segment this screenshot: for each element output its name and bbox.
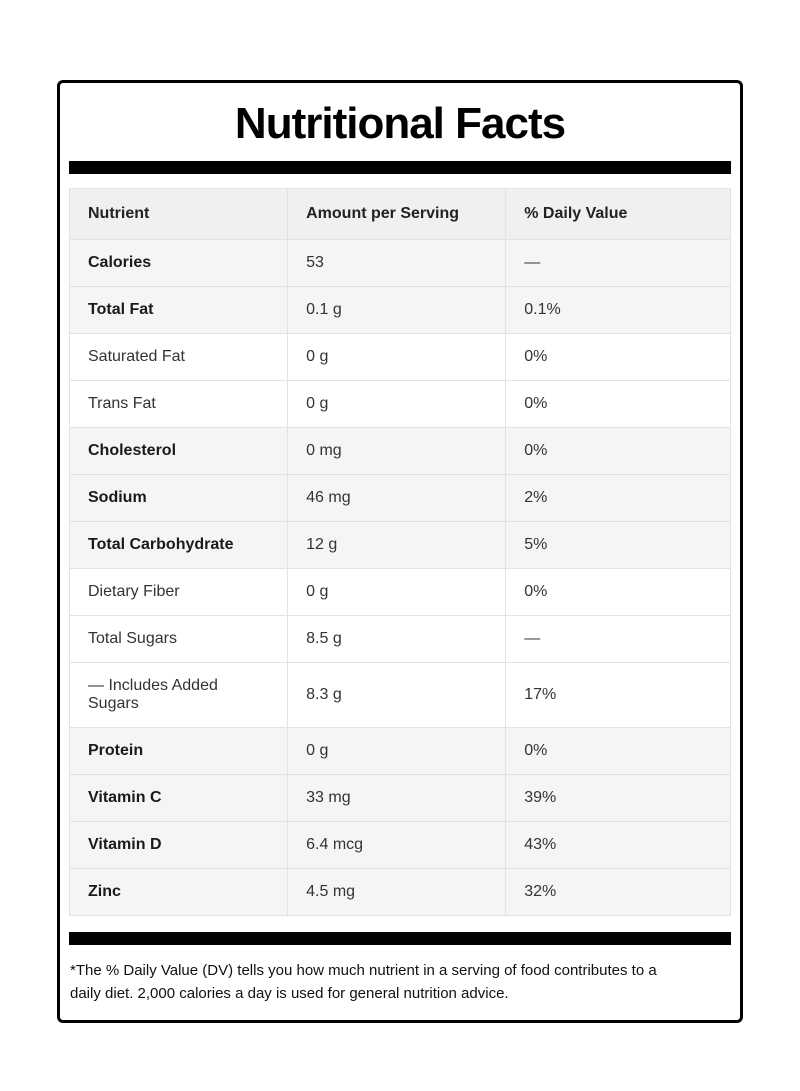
nutrient-daily-value: — xyxy=(506,240,731,287)
nutrient-name: Total Carbohydrate xyxy=(70,522,288,569)
nutrient-amount: 8.5 g xyxy=(288,616,506,663)
bottom-divider-bar xyxy=(69,932,731,945)
nutrient-daily-value: 0% xyxy=(506,728,731,775)
nutrition-label-frame xyxy=(57,80,743,1023)
table-body xyxy=(70,240,731,916)
table-row xyxy=(70,569,731,616)
nutrient-name: Zinc xyxy=(70,869,288,916)
nutrient-amount: 4.5 mg xyxy=(288,869,506,916)
nutrient-amount: 8.3 g xyxy=(288,663,506,728)
nutrient-amount: 46 mg xyxy=(288,475,506,522)
nutrient-daily-value: 0.1% xyxy=(506,287,731,334)
nutrient-daily-value: 32% xyxy=(506,869,731,916)
table-row xyxy=(70,334,731,381)
nutrient-amount: 0 g xyxy=(288,728,506,775)
table-row xyxy=(70,663,731,728)
nutrient-daily-value: 0% xyxy=(506,569,731,616)
table-row xyxy=(70,728,731,775)
header-daily-value: % Daily Value xyxy=(506,189,731,240)
daily-value-footnote: *The % Daily Value (DV) tells you how much nutrient in a serving of food contributes to a daily diet. 2,000 calories a day is used for general nutrition advice. xyxy=(70,962,657,1003)
table-row xyxy=(70,775,731,822)
nutrient-amount: 6.4 mcg xyxy=(288,822,506,869)
header-amount: Amount per Serving xyxy=(288,189,506,240)
nutrient-name: — Includes Added Sugars xyxy=(70,663,288,728)
header-nutrient: Nutrient xyxy=(70,189,288,240)
nutrient-daily-value: 5% xyxy=(506,522,731,569)
table-row xyxy=(70,616,731,663)
nutrient-amount: 12 g xyxy=(288,522,506,569)
nutrient-name: Vitamin C xyxy=(70,775,288,822)
table-row xyxy=(70,287,731,334)
nutrition-table xyxy=(69,188,731,916)
table-row xyxy=(70,822,731,869)
nutrient-name: Saturated Fat xyxy=(70,334,288,381)
table-row xyxy=(70,522,731,569)
table-row xyxy=(70,240,731,287)
nutrient-amount: 0 g xyxy=(288,334,506,381)
nutrient-name: Cholesterol xyxy=(70,428,288,475)
nutrient-name: Dietary Fiber xyxy=(70,569,288,616)
nutrient-amount: 53 xyxy=(288,240,506,287)
page-title: Nutritional Facts xyxy=(234,99,566,148)
table-row xyxy=(70,428,731,475)
table-row xyxy=(70,869,731,916)
nutrient-amount: 33 mg xyxy=(288,775,506,822)
nutrient-amount: 0 g xyxy=(288,569,506,616)
nutrient-amount: 0.1 g xyxy=(288,287,506,334)
nutrient-name: Trans Fat xyxy=(70,381,288,428)
nutrient-name: Calories xyxy=(70,240,288,287)
table-row xyxy=(70,381,731,428)
table-header-row xyxy=(70,189,731,240)
nutrient-daily-value: 0% xyxy=(506,334,731,381)
nutrient-name: Total Sugars xyxy=(70,616,288,663)
nutrient-daily-value: 2% xyxy=(506,475,731,522)
nutrient-name: Vitamin D xyxy=(70,822,288,869)
nutrient-name: Total Fat xyxy=(70,287,288,334)
nutrient-amount: 0 g xyxy=(288,381,506,428)
table-header xyxy=(70,189,731,240)
nutrient-daily-value: 39% xyxy=(506,775,731,822)
top-divider-bar xyxy=(69,161,731,174)
nutrient-daily-value: 0% xyxy=(506,428,731,475)
nutrient-daily-value: 43% xyxy=(506,822,731,869)
nutrient-daily-value: 0% xyxy=(506,381,731,428)
table-row xyxy=(70,475,731,522)
nutrient-name: Protein xyxy=(70,728,288,775)
nutrient-name: Sodium xyxy=(70,475,288,522)
nutrient-amount: 0 mg xyxy=(288,428,506,475)
nutrient-daily-value: — xyxy=(506,616,731,663)
nutrient-daily-value: 17% xyxy=(506,663,731,728)
